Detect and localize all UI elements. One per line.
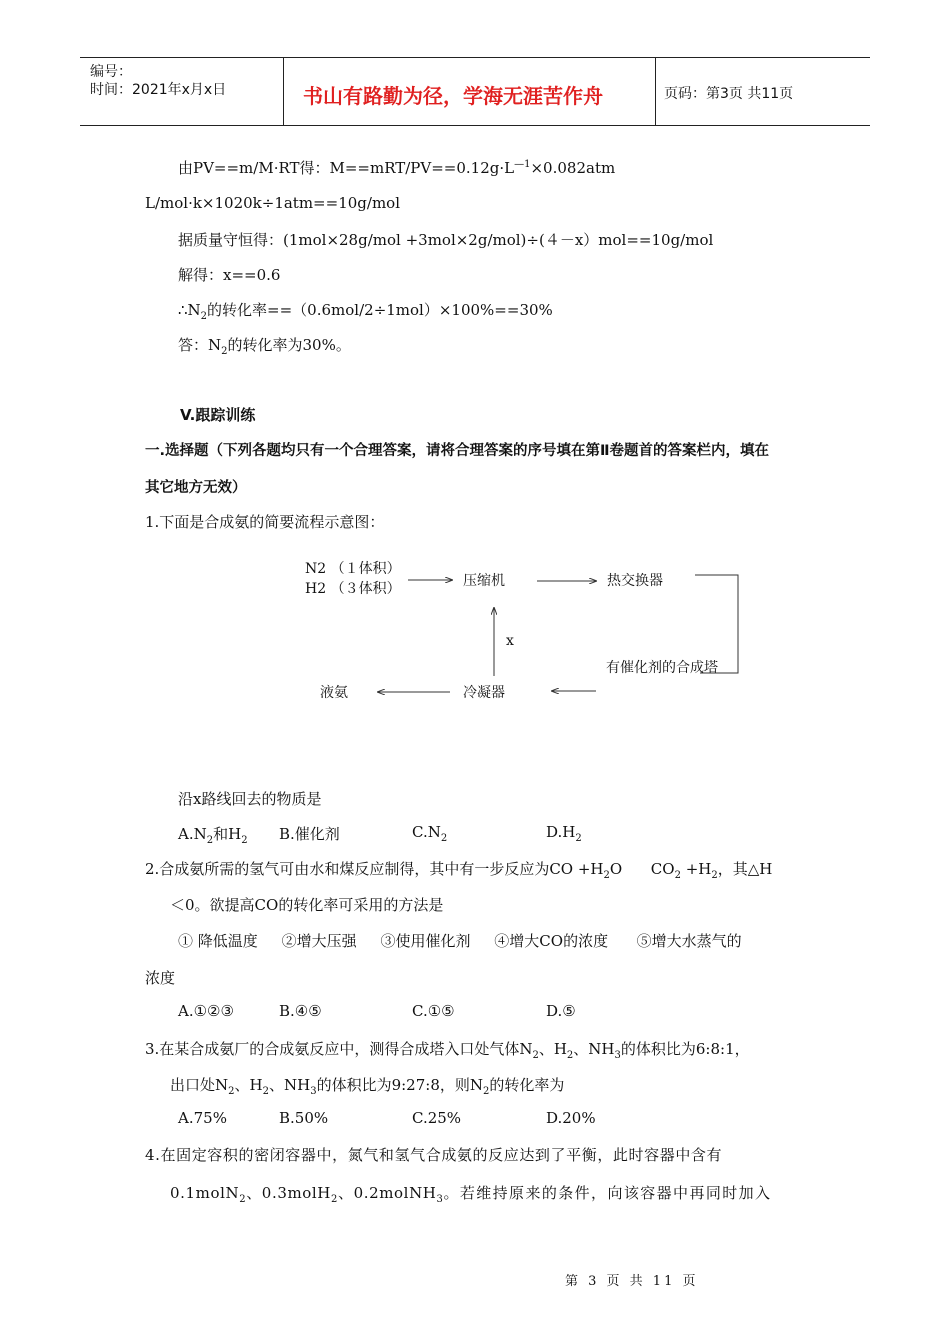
- q1-stem: 1.下面是合成氨的简要流程示意图：: [145, 513, 385, 531]
- q2-line-1-sub2: 2: [674, 870, 681, 881]
- q4-line-2: [170, 1182, 771, 1205]
- flow-h2: H2 （３体积）: [305, 581, 401, 597]
- solution-line-2: L/mol·k×1020k÷1atm==10g/mol: [145, 194, 400, 212]
- q2-line-1-sub1: 2: [603, 870, 610, 881]
- header-top-rule: [80, 57, 870, 58]
- q3-line-2: [170, 1074, 564, 1097]
- q4-line-2-a: 0.1molN: [170, 1184, 240, 1202]
- q2-choices-cont: 浓度: [145, 969, 176, 987]
- q1-option-d-sub: 2: [575, 833, 582, 844]
- q3-line-2-a: 出口处N: [170, 1076, 229, 1094]
- solution-answer-sub: 2: [221, 346, 228, 357]
- flow-condenser: 冷凝器: [463, 685, 505, 701]
- q3-line-1-b: 、H: [538, 1040, 567, 1058]
- q1-option-a-sub1: 2: [206, 835, 214, 846]
- q3-line-2-c: 、NH: [268, 1076, 311, 1094]
- q1-option-a-sub2: 2: [241, 835, 248, 846]
- q4-line-2-sub-b: 2: [331, 1194, 338, 1205]
- solution-line-1: [178, 157, 615, 178]
- q4-line-2-d: 。若维持原来的条件，向该容器中再同时加入: [443, 1184, 772, 1202]
- header-divider-right: [655, 57, 656, 125]
- q2-line-1-sub3: 2: [711, 870, 718, 881]
- q2-option-d: D.⑤: [546, 1002, 576, 1020]
- q1-option-c-text: C.N: [412, 823, 441, 841]
- q3-line-1-sub-b: 2: [566, 1050, 574, 1061]
- q3-line-1-sub-c: 3: [614, 1050, 621, 1061]
- solution-line-4: 解得：x==0.6: [178, 266, 281, 284]
- page-footer: 第 3 页 共 11 页: [565, 1274, 699, 1289]
- q1-option-d: [546, 823, 582, 844]
- header-time-label: 时间：2021年x月x日: [90, 82, 227, 98]
- q1-option-a-1: A.N: [178, 825, 207, 843]
- solution-answer-b: 的转化率为30%。: [227, 336, 351, 354]
- q2-line-1-c: +H: [680, 860, 712, 878]
- solution-line-5: [178, 299, 553, 322]
- q3-line-1-d: 的体积比为6:8:1，: [620, 1040, 750, 1058]
- section-instruction-1: 一.选择题（下列各题均只有一个合理答案，请将合理答案的序号填在第Ⅱ卷题首的答案栏内，填在: [145, 443, 770, 459]
- q3-line-2-b: 、H: [234, 1076, 263, 1094]
- flow-n2: N2 （１体积）: [305, 561, 401, 577]
- q2-line-1-a: 2.合成氨所需的氢气可由水和煤反应制得，其中有一步反应为CO +H: [145, 860, 604, 878]
- q3-line-1-sub-a: 2: [532, 1050, 539, 1061]
- flow-compressor: 压缩机: [463, 573, 505, 589]
- solution-line-1-sup: —1: [514, 159, 531, 170]
- header-bottom-rule: [80, 125, 870, 126]
- q3-line-2-e: 的转化率为: [489, 1076, 565, 1094]
- header-number-label: 编号：: [90, 64, 132, 80]
- q3-line-2-sub-c: 3: [310, 1086, 317, 1097]
- q2-line-1-d: ，其△H: [717, 860, 773, 878]
- q1-option-c-sub: 2: [440, 833, 448, 844]
- q3-option-b: B.50%: [279, 1109, 329, 1127]
- flow-x-label: x: [506, 633, 514, 649]
- q3-line-1-c: 、NH: [573, 1040, 615, 1058]
- q3-line-1-a: 3.在某合成氨厂的合成氨反应中，测得合成塔入口处气体N: [145, 1040, 533, 1058]
- q2-option-b: B.④⑤: [279, 1002, 322, 1020]
- q2-option-a: A.①②③: [178, 1002, 234, 1020]
- solution-line-5-sub: 2: [200, 311, 208, 322]
- flow-liquid-ammonia: 液氨: [320, 685, 348, 701]
- solution-answer-a: 答：N: [178, 336, 222, 354]
- q3-line-2-d: 的体积比为9:27:8，则N: [316, 1076, 483, 1094]
- q1-option-d-text: D.H: [546, 823, 576, 841]
- section-title: V.跟踪训练: [180, 406, 256, 424]
- q2-option-c: C.①⑤: [412, 1002, 455, 1020]
- q2-line-1: [145, 858, 772, 881]
- q3-line-2-sub-d: 2: [483, 1086, 490, 1097]
- header-page-label: 页码：第3页 共11页: [664, 86, 794, 102]
- q3-option-d: D.20%: [546, 1109, 596, 1127]
- q4-line-2-sub-a: 2: [239, 1194, 247, 1205]
- flow-heat-exchanger: 热交换器: [607, 573, 663, 589]
- q4-line-2-sub-c: 3: [436, 1194, 444, 1205]
- q1-option-c: [412, 823, 447, 844]
- flow-synthesis-tower: 有催化剂的合成塔: [606, 660, 718, 676]
- header-divider-left: [283, 57, 284, 125]
- section-instruction-2: 其它地方无效）: [145, 480, 247, 496]
- q1-option-a-2: 和H: [213, 825, 242, 843]
- solution-line-1-text: 由PV==m/M·RT得：M==mRT/PV==0.12g·L: [178, 159, 515, 177]
- q2-line-1-b: O CO: [609, 860, 675, 878]
- q2-line-2: ＜0。欲提高CO的转化率可采用的方法是: [170, 896, 444, 914]
- q3-line-2-sub-b: 2: [262, 1086, 269, 1097]
- q3-line-2-sub-a: 2: [228, 1086, 235, 1097]
- q4-line-1: 4.在固定容积的密闭容器中，氮气和氢气合成氨的反应达到了平衡，此时容器中含有: [145, 1146, 723, 1164]
- q4-line-2-c: 、0.2molNH: [337, 1184, 437, 1202]
- header-motto: 书山有路勤为径，学海无涯苦作舟: [303, 84, 603, 108]
- q2-choices: ① 降低温度 ②增大压强 ③使用催化剂 ④增大CO的浓度 ⑤增大水蒸气的: [178, 932, 742, 950]
- q3-line-1: [145, 1038, 750, 1061]
- solution-answer: [178, 334, 351, 357]
- solution-line-3: 据质量守恒得：(1mol×28g/mol +3mol×2g/mol)÷(４－x）mol==10g/mol: [178, 231, 714, 249]
- q1-option-a: [178, 823, 248, 846]
- solution-line-5-a: ∴N: [178, 301, 201, 319]
- q3-option-a: A.75%: [178, 1109, 227, 1127]
- q1-option-b: B.催化剂: [279, 825, 340, 843]
- q4-line-2-b: 、0.3molH: [246, 1184, 331, 1202]
- solution-line-5-b: 的转化率==（0.6mol/2÷1mol）×100%==30%: [207, 301, 553, 319]
- q3-option-c: C.25%: [412, 1109, 462, 1127]
- solution-line-1-tail: ×0.082atm: [530, 159, 616, 177]
- q1-question: 沿x路线回去的物质是: [178, 790, 322, 808]
